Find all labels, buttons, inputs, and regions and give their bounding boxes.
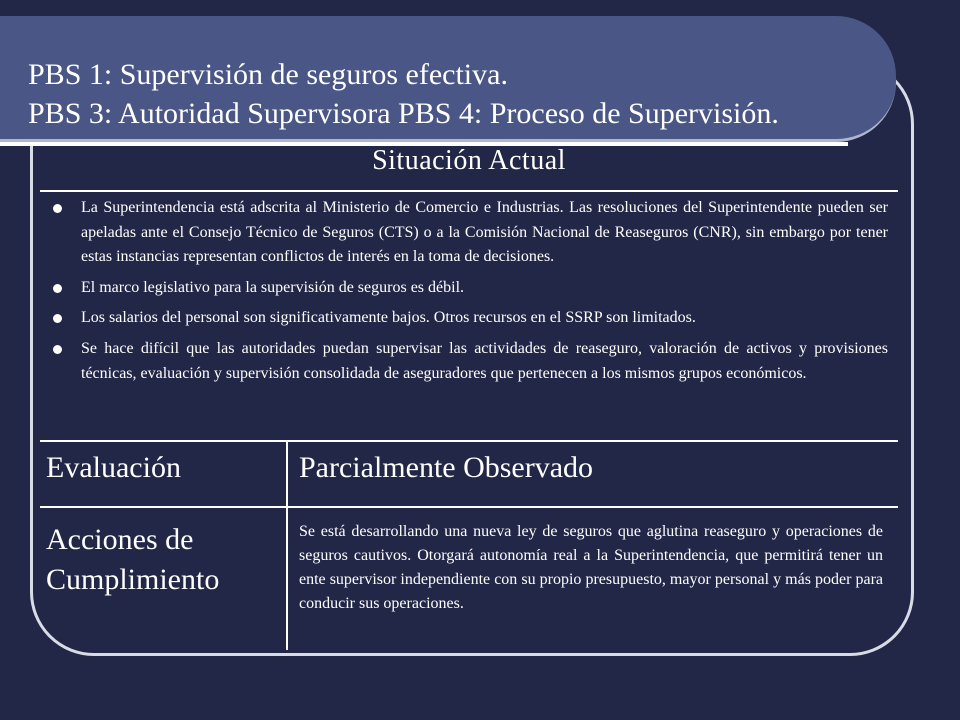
bullet-text: Los salarios del personal son significativamente bajos. Otros recursos en el SSRP son limitados. [81, 309, 696, 327]
evaluation-value: Parcialmente Observado [299, 451, 594, 484]
evaluation-label: Evaluación [46, 451, 181, 484]
slide-title-line-2: PBS 3: Autoridad Supervisora PBS 4: Proceso de Supervisión. [28, 97, 779, 130]
bullet-icon [53, 345, 62, 354]
actions-label: Acciones de Cumplimiento [46, 523, 220, 596]
list-item [50, 276, 888, 301]
title-banner [0, 16, 896, 142]
slide-title-line-1: PBS 1: Supervisión de seguros efectiva. [28, 58, 508, 91]
list-item [50, 337, 888, 386]
bullet-text: Se hace difícil que las autoridades puedan supervisar las actividades de reaseguro, valoración de activos y provisiones técnicas, evaluación y supervisión consolidada de aseguradores que pertenecen a los mismos grupos económicos. [81, 339, 888, 382]
bullet-icon [53, 314, 62, 323]
bullet-icon [53, 204, 62, 213]
assessment-table [40, 130, 898, 650]
bullet-text: La Superintendencia está adscrita al Ministerio de Comercio e Industrias. Las resoluciones del Superintendente pueden ser apeladas ante el Consejo Técnico de Seguros (CTS) o a la Comisión Nacional de Reaseguros (CNR), sin embargo por tener estas instancias representan conflictos de interés en la toma de decisiones. [81, 199, 888, 266]
list-item [50, 196, 888, 270]
table-border-column [286, 440, 288, 650]
section-heading: Situación Actual [372, 145, 566, 176]
table-border-section [40, 440, 898, 442]
table-border-top [40, 190, 898, 192]
list-item [50, 306, 888, 331]
bullet-icon [53, 284, 62, 293]
bullet-text: El marco legislativo para la supervisión de seguros es débil. [81, 278, 465, 296]
situation-bullet-list [50, 196, 888, 392]
table-border-row [40, 506, 898, 508]
actions-value: Se está desarrollando una nueva ley de seguros que aglutina reaseguro y operaciones de seguros cautivos. Otorgará autonomía real a la Superintendencia, que permitirá tener un ente supervisor independiente con su propio presupuesto, mayor personal y más poder para conducir sus operaciones. [299, 523, 883, 612]
